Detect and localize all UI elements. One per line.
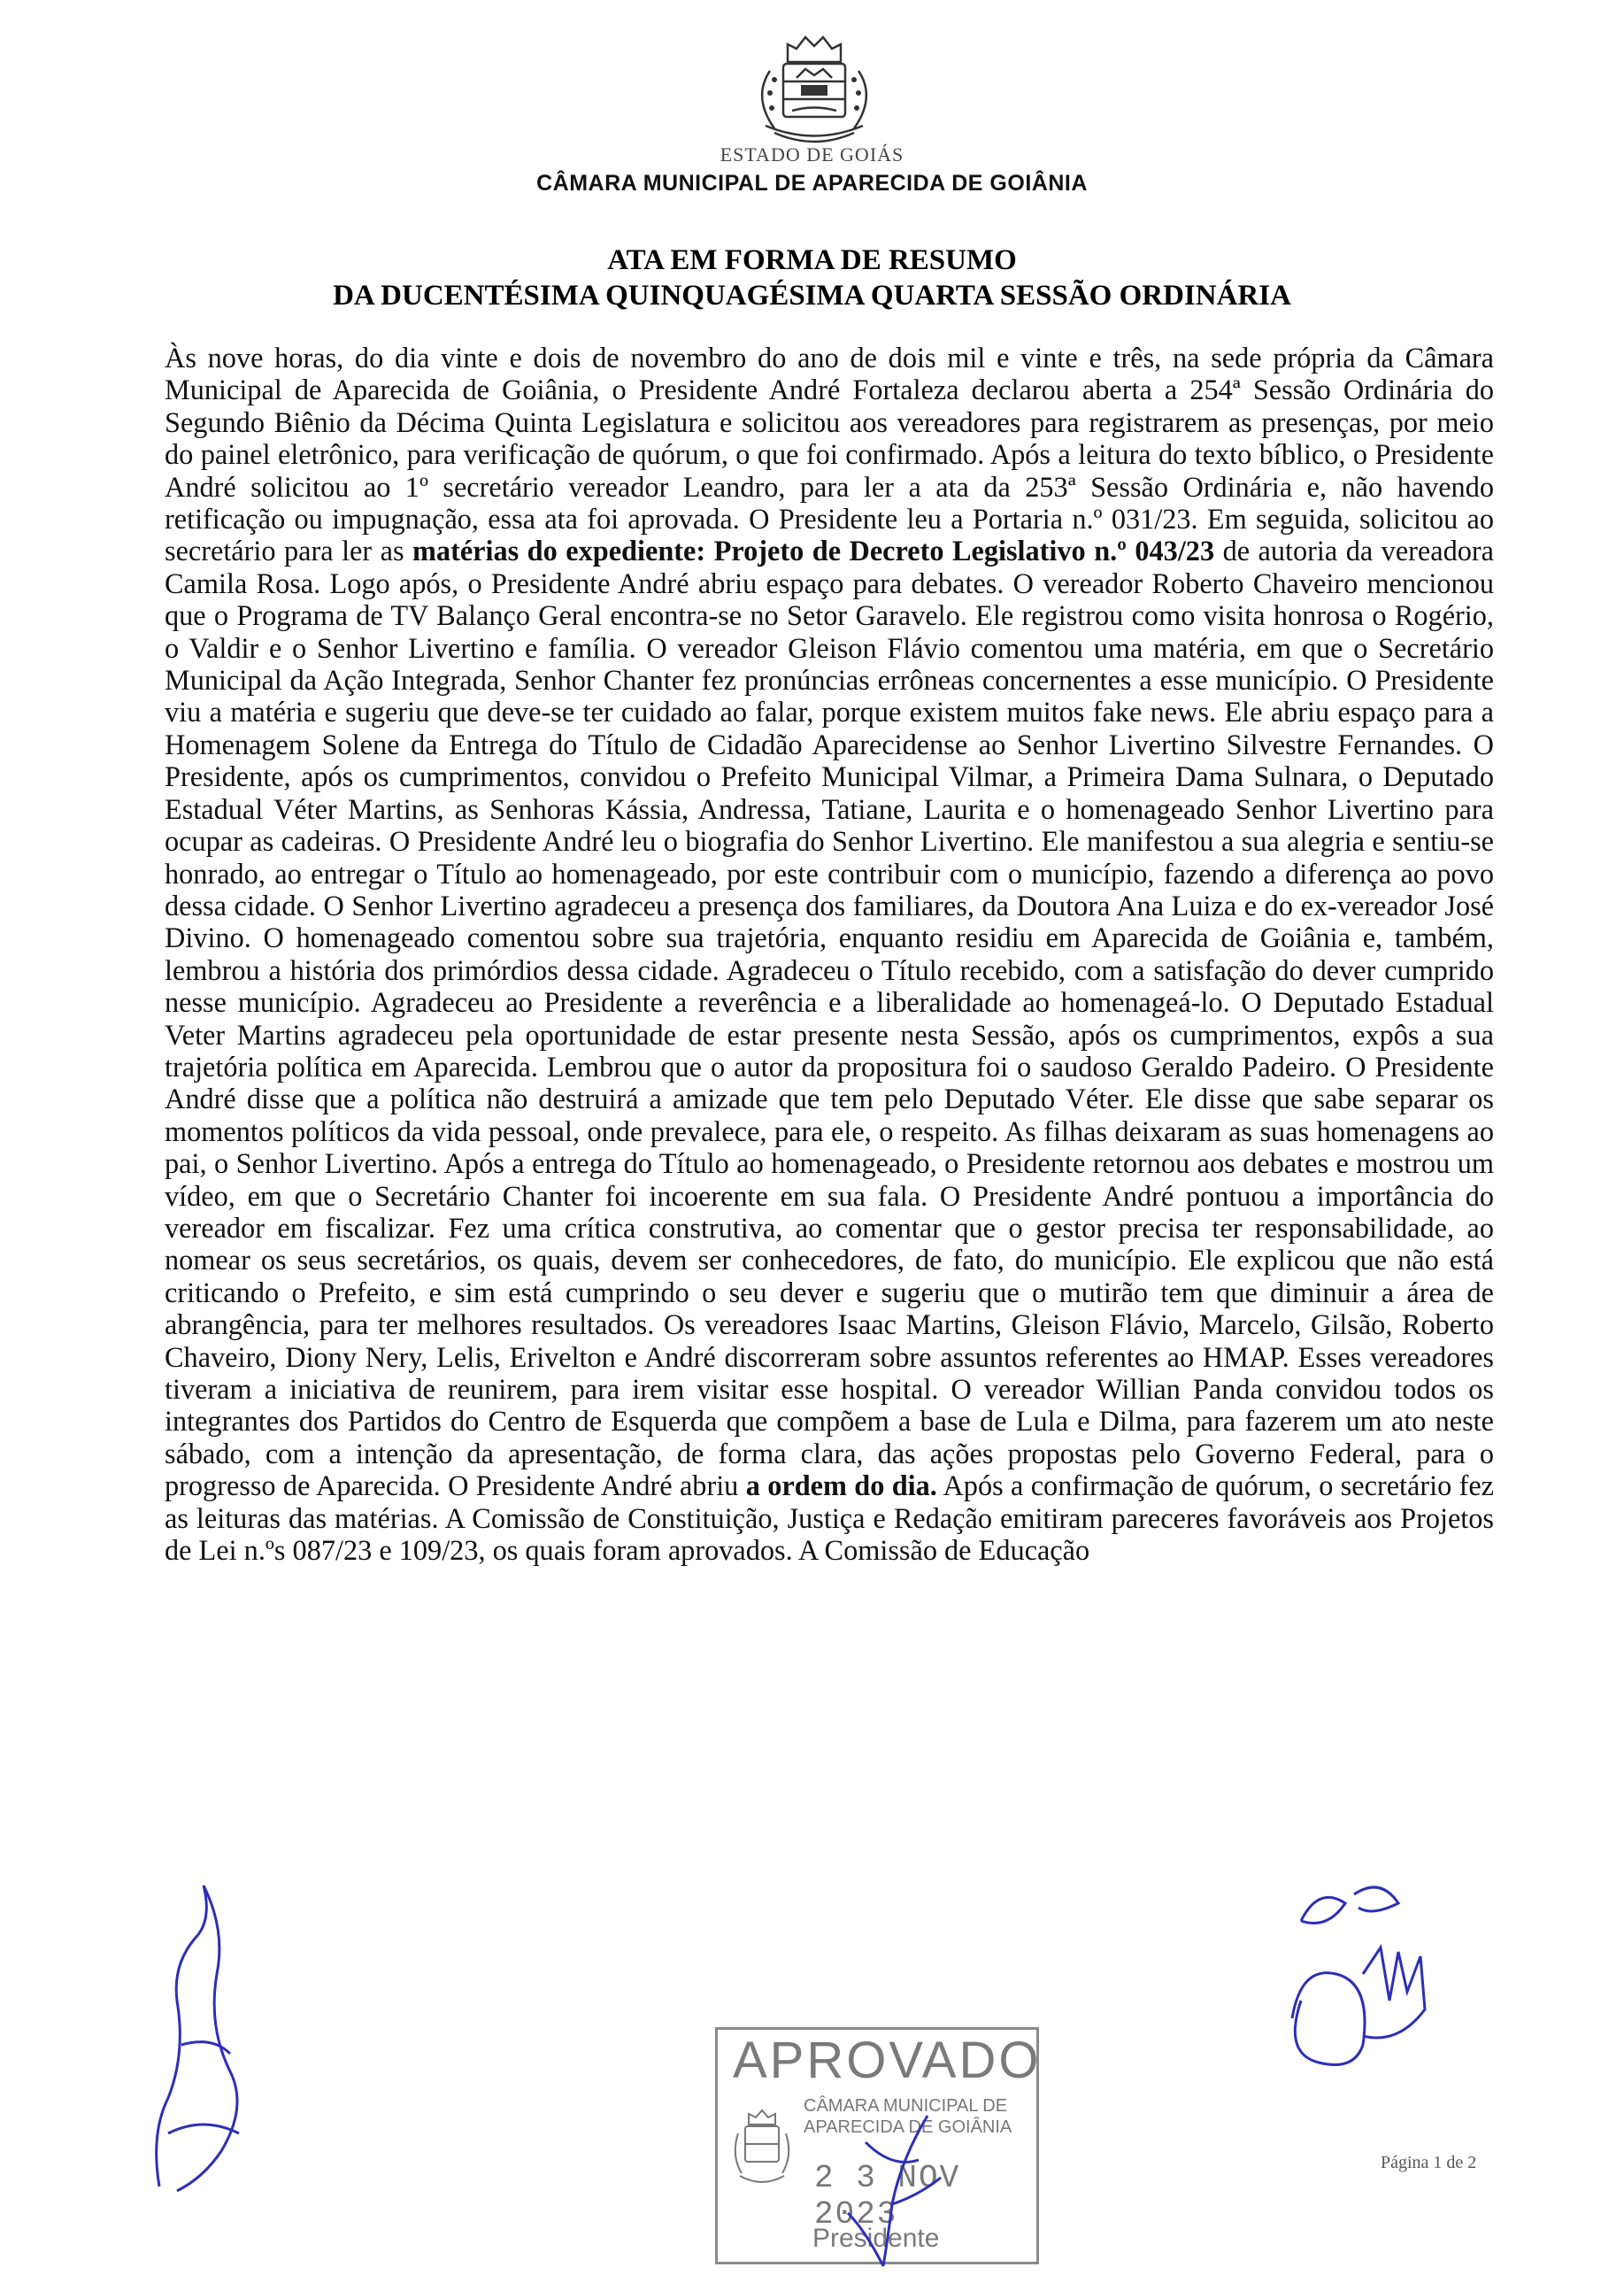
stamp-date: 2 3 NOV 2023 [814,2160,961,2233]
state-name: ESTADO DE GOIÁS [720,143,904,166]
body-bold-ordem-do-dia: a ordem do dia. [745,1469,937,1502]
stamp-line2: APARECIDA DE GOIÂNIA [804,2117,1012,2137]
document-title-line1: ATA EM FORMA DE RESUMO [607,244,1017,276]
document-title-line2: DA DUCENTÉSIMA QUINQUAGÉSIMA QUARTA SESSÃO ORDINÁRIA [333,280,1291,312]
stamp-crest-icon [731,2107,793,2195]
stamp-role: Presidente [812,2224,940,2253]
minutes-body [165,342,1494,1566]
coat-of-arms-icon [726,27,903,159]
signature-right-icon [1266,1868,1478,2080]
approval-stamp [715,2027,1043,2266]
body-text-1: Às nove horas, do dia vinte e dois de novembro do ano de dois mil e vinte e três, na sede própria da Câmara Municipal de Aparecida de Goiânia, o Presidente André Fortaleza declarou aberta a 254ª Sessão Ordinária do Segundo Biênio da Décima Quinta Legislatura e solicitou aos vereadores para registrarem as presenças, por meio do painel eletrônico, para verificação de quórum, o que foi confirmado. Após a leitura do texto bíblico, o Presidente André solicitou ao 1º secretário vereador Leandro, para ler a ata da 253ª Sessão Ordinária e, não havendo retificação ou impugnação, essa ata foi aprovada. O Presidente leu a Portaria n.º 031/23. Em seguida, solicitou ao secretário para ler as [165,342,1494,567]
chamber-name: CÂMARA MUNICIPAL DE APARECIDA DE GOIÂNIA [536,171,1088,196]
signature-left-icon [142,1868,266,2204]
president-signature-icon [830,2107,954,2275]
stamp-title: APROVADO [733,2032,1042,2089]
body-text-3: Após a confirmação de quórum, o secretário fez as leituras das matérias. A Comissão de Constituição, Justiça e Redação emitiram pareceres favoráveis aos Projetos de Lei n.ºs 087/23 e 109/23, os quais foram aprovados. A Comissão de Educação [165,1469,1495,1567]
body-text-2: de autoria da vereadora Camila Rosa. Logo após, o Presidente André abriu espaço para debates. O vereador Roberto Chaveiro mencionou que o Programa de TV Balanço Geral encontra-se no Setor Garavelo. Ele registrou como visita honrosa o Rogério, o Valdir e o Senhor Livertino e família. O vereador Gleison Flávio comentou uma matéria, em que o Secretário Municipal da Ação Integrada, Senhor Chanter fez pronúncias errôneas concernentes a esse município. O Presidente viu a matéria e sugeriu que deve-se ter cuidado ao falar, porque existem muitos fake news. Ele abriu espaço para a Homenagem Solene da Entrega do Título de Cidadão Aparecidense ao Senhor Livertino Silvestre Fernandes. O Presidente, após os cumprimentos, convidou o Prefeito Municipal Vilmar, a Primeira Dama Sulnara, o Deputado Estadual Véter Martins, as Senhoras Kássia, Andressa, Tatiane, Laurita e o homenageado Senhor Livertino para ocupar as cadeiras. O Presidente André leu o biografia do Senhor Livertino. Ele manifestou a sua alegria e sentiu-se honrado, ao entregar o Título ao homenageado, por este contribuir com o município, fazendo a diferença ao povo dessa cidade. O Senhor Livertino agradeceu a presença dos familiares, da Doutora Ana Luiza e do ex-vereador José Divino. O homenageado comentou sobre sua trajetória, enquanto residiu em Aparecida de Goiânia e, também, lembrou a história dos primórdios dessa cidade. Agradeceu o Título recebido, com a satisfação do dever cumprido nesse município. Agradeceu ao Presidente a reverência e a liberalidade ao homenageá-lo. O Deputado Estadual Veter Martins agradeceu pela oportunidade de estar presente nesta Sessão, após os cumprimentos, expôs a sua trajetória política em Aparecida. Lembrou que o autor da propositura foi o saudoso Geraldo Padeiro. O Presidente André disse que a política não destruirá a amizade que tem pelo Deputado Véter. Ele disse que sabe separar os momentos políticos da vida pessoal, onde prevalece, para ele, o respeito. As filhas deixaram as suas homenagens ao pai, o Senhor Livertino. Após a entrega do Título ao homenageado, o Presidente retornou aos debates e mostrou um vídeo, em que o Secretário Chanter foi incoerente em sua fala. O Presidente André pontuou a importância do vereador em fiscalizar. Fez uma crítica construtiva, ao comentar que o gestor precisa ter responsabilidade, ao nomear os seus secretários, os quais, devem ser conhecedores, de fato, do município. Ele explicou que não está criticando o Prefeito, e sim está cumprindo o seu dever e sugeriu que o mutirão tem que diminuir a área de abrangência, para ter melhores resultados. Os vereadores Isaac Martins, Gleison Flávio, Marcelo, Gilsão, Roberto Chaveiro, Diony Nery, Lelis, Erivelton e André discorreram sobre assuntos referentes ao HMAP. Esses vereadores tiveram a iniciativa de reunirem, para irem visitar esse hospital. O vereador Willian Panda convidou todos os integrantes dos Partidos do Centro de Esquerda que compõem a base de Lula e Dilma, para fazerem um ato neste sábado, com a intenção da apresentação, de forma clara, das ações propostas pelo Governo Federal, para o progresso de Aparecida. O Presidente André abriu [165,535,1494,1502]
body-bold-expediente: matérias do expediente: Projeto de Decreto Legislativo n.º 043/23 [412,535,1215,567]
stamp-line1: CÂMARA MUNICIPAL DE [804,2096,1008,2116]
page-number: Página 1 de 2 [1381,2153,1477,2172]
